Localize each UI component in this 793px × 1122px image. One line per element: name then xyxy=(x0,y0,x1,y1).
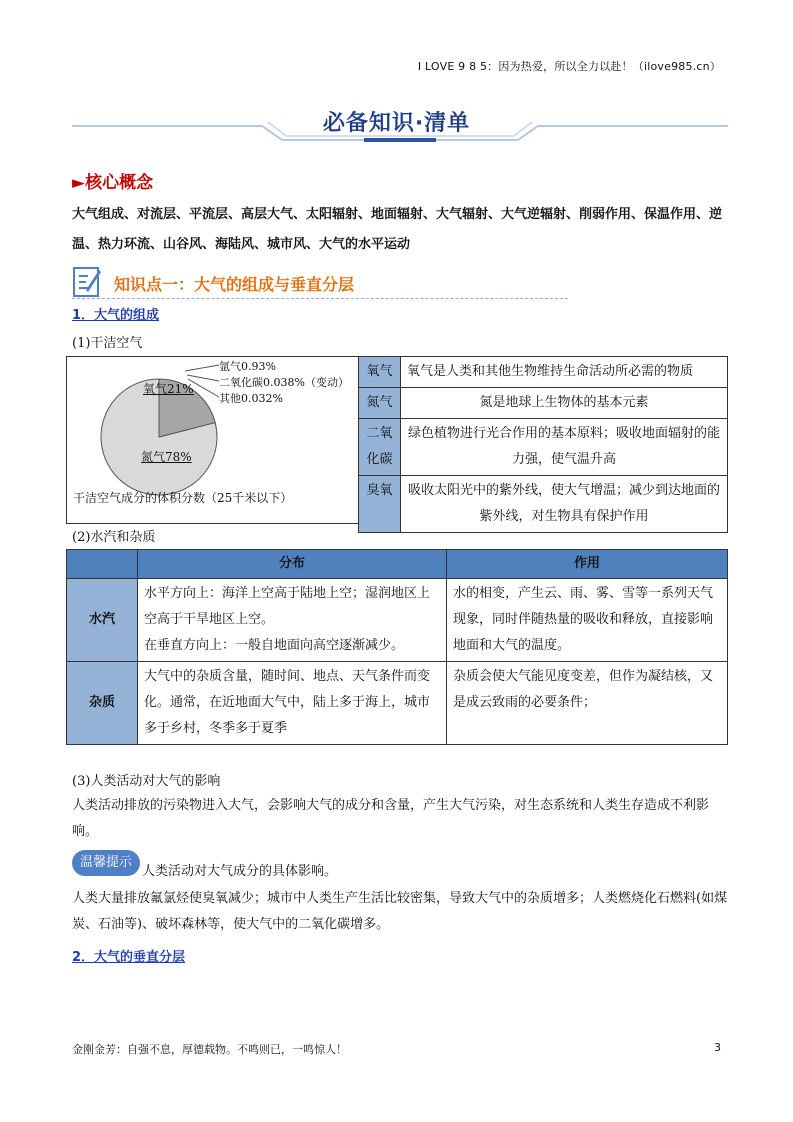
table-row xyxy=(359,419,728,476)
gas-key: 二氧化碳 xyxy=(359,419,401,476)
row-distribution: 水平方向上：海洋上空高于陆地上空；湿润地区上空高于干旱地区上空。 xyxy=(144,586,431,627)
gas-key: 臭氧 xyxy=(359,476,401,533)
gas-desc: 吸收太阳光中的紫外线，使大气增温；减少到达地面的紫外线，对生物具有保护作用 xyxy=(401,476,728,533)
subheading-water-vapor: (2)水汽和杂质 xyxy=(72,530,156,545)
pie-label-other: 其他0.032% xyxy=(219,392,283,405)
human-impact-paragraph: 人类活动排放的污染物进入大气，会影响大气的成分和含量，产生大气污染，对生态系统和人类生存造成不利影响。 xyxy=(72,798,710,839)
pie-chart-box xyxy=(66,356,359,524)
notebook-icon xyxy=(72,264,102,298)
row-key: 杂质 xyxy=(67,662,138,745)
table-row xyxy=(359,476,728,533)
page-header: I LOVE 9 8 5：因为热爱，所以全力以赴！（ilove985.cn） xyxy=(417,60,721,73)
gas-key: 氮气 xyxy=(359,388,401,419)
knowledge-point-title: 知识点一：大气的组成与垂直分层 xyxy=(114,275,355,294)
row-effect: 杂质会使大气能见度变差，但作为凝结核，又是成云致雨的必要条件； xyxy=(447,662,728,745)
gas-desc: 氧气是人类和其他生物维持生命活动所必需的物质 xyxy=(401,357,728,388)
water-vapor-table xyxy=(66,549,728,745)
page-footer: 金刚金芳：自强不息，厚德载物。不鸣则已，一鸣惊人！ xyxy=(72,1043,347,1056)
gas-table xyxy=(358,356,728,533)
subheading-dry-air: (1)干洁空气 xyxy=(72,336,143,351)
core-concept-text: 大气组成、对流层、平流层、高层大气、太阳辐射、地面辐射、大气辐射、大气逆辐射、削弱作用、保温作用、逆温、热力环流、山谷风、海陆风、城市风、大气的水平运动 xyxy=(72,207,723,252)
section-heading-composition: 1．大气的组成 xyxy=(72,308,160,323)
section-heading-vertical-layers: 2．大气的垂直分层 xyxy=(72,950,186,965)
table-row xyxy=(67,579,728,662)
page-number: 3 xyxy=(714,1041,721,1054)
pie-label-argon: 氩气0.93% xyxy=(219,360,276,373)
gas-key: 氧气 xyxy=(359,357,401,388)
tip-text: 人类活动对大气成分的具体影响。 xyxy=(142,864,338,879)
core-concept-heading: ►核心概念 xyxy=(72,173,154,193)
page-title: 必备知识·清单 xyxy=(322,111,471,136)
row-key: 水汽 xyxy=(67,579,138,662)
tip-badge: 温馨提示 xyxy=(72,850,140,876)
table-header-row xyxy=(67,550,728,579)
table-row xyxy=(359,357,728,388)
header-blank xyxy=(67,550,138,579)
row-effect: 水的相变，产生云、雨、雾、雪等一系列天气现象，同时伴随热量的吸收和释放，直接影响地面和大气的温度。 xyxy=(447,579,728,662)
leader-line-argon xyxy=(185,365,219,371)
tip-paragraph: 人类大量排放氟氯烃使臭氧减少；城市中人类生产生活比较密集，导致大气中的杂质增多；人类燃烧化石燃料(如煤炭、石油等)、破坏森林等，使大气中的二氧化碳增多。 xyxy=(72,891,728,932)
table-row xyxy=(67,662,728,745)
row-distribution-2: 在垂直方向上：一般自地面向高空逐渐减少。 xyxy=(144,638,405,653)
pie-label-oxygen: 氧气21% xyxy=(143,382,194,396)
header-effect: 作用 xyxy=(447,550,728,579)
pie-label-co2: 二氧化碳0.038%（变动） xyxy=(219,376,349,389)
header-distribution: 分布 xyxy=(138,550,447,579)
divider xyxy=(72,298,568,299)
subheading-human-impact: (3)人类活动对大气的影响 xyxy=(72,774,221,789)
pie-caption: 干洁空气成分的体积分数（25千米以下） xyxy=(73,491,293,505)
gas-desc: 绿色植物进行光合作用的基本原料；吸收地面辐射的能力强，使气温升高 xyxy=(401,419,728,476)
pie-label-nitrogen: 氮气78% xyxy=(141,450,192,464)
row-distribution: 大气中的杂质含量，随时间、地点、天气条件而变化。通常，在近地面大气中，陆上多于海上，城市多于乡村，冬季多于夏季 xyxy=(138,662,447,745)
table-row xyxy=(359,388,728,419)
gas-desc: 氮是地球上生物体的基本元素 xyxy=(401,388,728,419)
